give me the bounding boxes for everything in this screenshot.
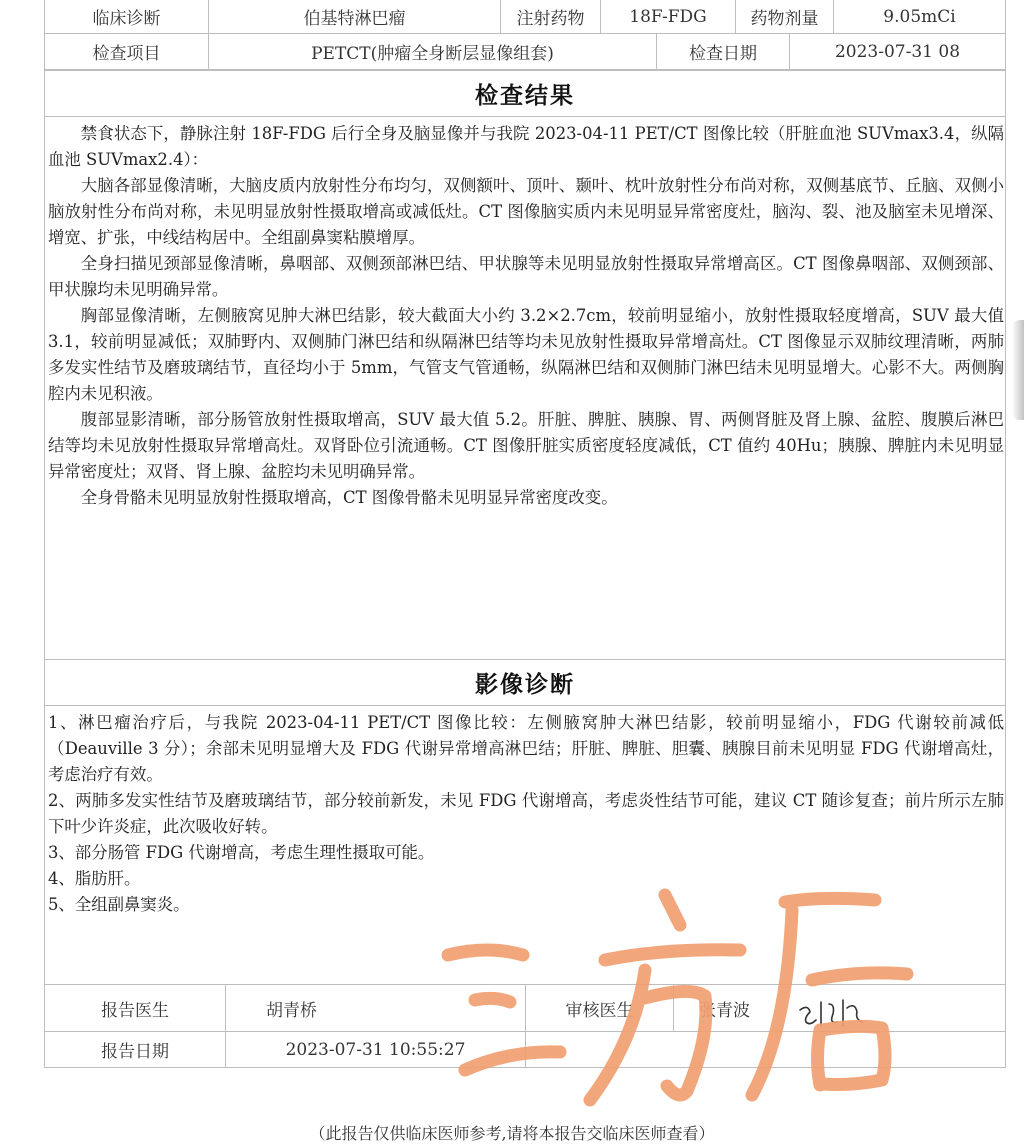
exam-date-label: 检查日期: [657, 34, 790, 70]
page-edge-shadow: [1012, 320, 1024, 420]
dose-value: 9.05mCi: [834, 0, 1006, 34]
diagnosis-item: 4、脂肪肝。: [48, 869, 141, 888]
reviewer-label: 审核医生: [526, 985, 674, 1032]
report-doctor-value: 胡青桥: [226, 985, 526, 1032]
report-doctor-label: 报告医生: [44, 985, 226, 1032]
findings-title: 检查结果: [44, 71, 1006, 117]
diagnosis-text: [48, 710, 1004, 918]
findings-paragraph: 全身骨骼未见明显放射性摄取增高，CT 图像骨骼未见明显异常密度改变。: [80, 488, 618, 507]
findings-paragraph: 腹部显影清晰，部分肠管放射性摄取增高，SUV 最大值 5.2。肝脏、脾脏、胰腺、胃、两侧肾脏及肾上腺、盆腔、腹膜后淋巴结等均未见放射性摄取异常增高灶。双肾卧位引流通畅。CT 图像肝脏实质密度轻度减低，CT 值约 40Hu；胰腺、脾脏内未见明显异常密度灶；双肾、肾上腺、盆腔均未见明确异常。: [48, 410, 1004, 481]
diagnosis-item: 3、部分肠管 FDG 代谢增高，考虑生理性摄取可能。: [48, 843, 435, 862]
report-date-label: 报告日期: [44, 1032, 226, 1068]
findings-paragraph: 全身扫描见颈部显像清晰，鼻咽部、双侧颈部淋巴结、甲状腺等未见明显放射性摄取异常增高区。CT 图像鼻咽部、双侧颈部、甲状腺均未见明确异常。: [48, 254, 1004, 299]
reviewer-signature: [795, 990, 875, 1040]
reviewer-value: 张青波: [674, 985, 1006, 1032]
report-date-value: 2023-07-31 10:55:27: [226, 1032, 526, 1068]
diagnosis-item: 1、淋巴瘤治疗后，与我院 2023-04-11 PET/CT 图像比较：左侧腋窝肿大淋巴结影，较前明显缩小，FDG 代谢较前减低（Deauville 3 分）；余部未见明显增大及 FDG 代谢异常增高淋巴结；肝脏、脾脏、胆囊、胰腺目前未见明显 FDG 代谢增高灶，考虑治疗有效。: [48, 713, 1004, 784]
findings-section: [44, 70, 1006, 660]
diagnosis-item: 5、全组副鼻窦炎。: [48, 895, 190, 914]
diagnosis-value: 伯基特淋巴瘤: [209, 0, 501, 34]
diagnosis-title: 影像诊断: [44, 660, 1006, 706]
drug-value: 18F-FDG: [601, 0, 736, 34]
drug-label: 注射药物: [501, 0, 601, 34]
findings-paragraph: 胸部显像清晰，左侧腋窝见肿大淋巴结影，较大截面大小约 3.2×2.7cm，较前明显缩小，放射性摄取轻度增高，SUV 最大值 3.1，较前明显减低；双肺野内、双侧肺门淋巴结和纵隔淋巴结等均未见放射性摄取异常增高灶。CT 图像显示双肺纹理清晰，两肺多发实性结节及磨玻璃结节，直径均小于 5mm，气管支气管通畅，纵隔淋巴结和双侧肺门淋巴结未见明显增大。心影不大。两侧胸腔内未见积液。: [48, 306, 1004, 403]
diagnosis-section: [44, 659, 1006, 985]
findings-paragraph: 禁食状态下，静脉注射 18F-FDG 后行全身及脑显像并与我院 2023-04-11 PET/CT 图像比较（肝脏血池 SUVmax3.4，纵隔血池 SUVmax2.4）：: [48, 124, 1004, 169]
diagnosis-label: 临床诊断: [44, 0, 209, 34]
dose-label: 药物剂量: [736, 0, 834, 34]
findings-paragraph: 大脑各部显像清晰，大脑皮质内放射性分布均匀，双侧额叶、顶叶、颞叶、枕叶放射性分布尚对称，双侧基底节、丘脑、双侧小脑放射性分布尚对称，未见明显放射性摄取增高或减低灶。CT 图像脑实质内未见明显异常密度灶，脑沟、裂、池及脑室未见增深、增宽、扩张，中线结构居中。全组副鼻窦粘膜增厚。: [48, 176, 1004, 247]
report-date-blank: [526, 1032, 1006, 1068]
exam-value: PETCT(肿瘤全身断层显像组套): [209, 34, 657, 70]
footer-note: （此报告仅供临床医师参考,请将本报告交临床医师查看）: [309, 1124, 715, 1143]
findings-text: [48, 121, 1004, 511]
exam-label: 检查项目: [44, 34, 209, 70]
exam-date-value: 2023-07-31 08: [790, 34, 1006, 70]
diagnosis-item: 2、两肺多发实性结节及磨玻璃结节，部分较前新发，未见 FDG 代谢增高，考虑炎性结节可能，建议 CT 随诊复查；前片所示左肺下叶少许炎症，此次吸收好转。: [48, 791, 1004, 836]
